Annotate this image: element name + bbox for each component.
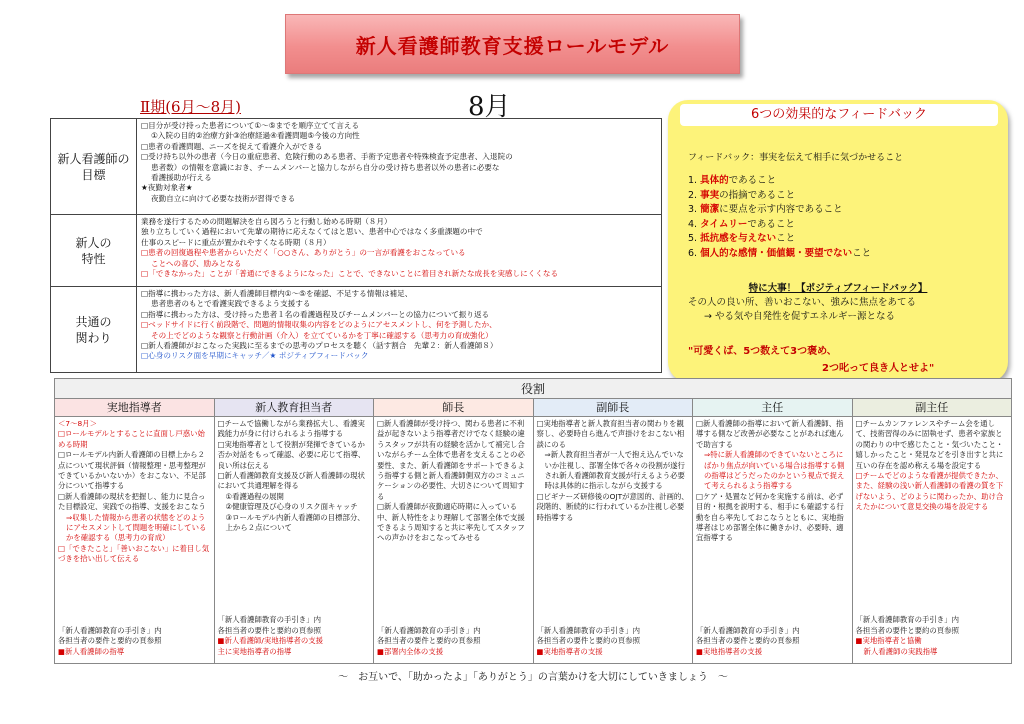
role-line: □「できたこと」「善いおこない」に着目し気づきを拾い出して伝える — [58, 543, 210, 564]
feedback-item — [688, 247, 871, 262]
role-ref-line: 各担当者の要件と要約の頁参照 — [58, 636, 162, 646]
role-refs — [218, 615, 371, 657]
upper-line: □患者の看護問題、ニーズを捉えて看護介入ができる — [141, 141, 323, 151]
upper-line: □目分が受け持った患者について①～⑤までを順序立てて言える — [141, 121, 360, 130]
role-line: □ロールモデル内新人看護師の目標上から２点について現状評価（情報整理・思考整理ができているかいないか）をおこない、不足部分について指導する — [58, 450, 206, 491]
role-line: □新人看護師の指導において新人看護師、指導する側など改善が必要なことがあれば進んで助言する — [696, 419, 844, 449]
role-line: □チームで協働しながら業務拡大し、看護実践能力が身に付けられるよう指導する — [217, 419, 365, 439]
role-line: ②健康管理及び心身のリスク面キャッチ — [225, 502, 358, 512]
role-column — [374, 399, 534, 663]
feedback-intro: フィードバック：事実を伝えて相手に気づかせること — [688, 153, 904, 163]
role-ref-line: 「新人看護師教育の手引き」内 — [377, 625, 481, 635]
feedback-item — [688, 218, 871, 233]
feedback-item-rest: に要点を示す内容であること — [719, 204, 843, 215]
feedback-positive-line: → やる気や自発性を促すエネルギー源となる — [704, 311, 896, 322]
role-body — [215, 417, 374, 663]
row-label-line: 特性 — [81, 251, 106, 266]
role-column — [55, 399, 215, 663]
ribbon-left — [62, 32, 292, 68]
role-ref-line: 「新人看護師教育の手引き」内 — [855, 615, 959, 625]
upper-row-label — [51, 287, 137, 373]
role-line: □ビギナーズ研修後のOJTが意図的、計画的、段階的、断続的に行われているか注視し必要時指導する — [536, 491, 689, 522]
role-ref-line: 主に実地指導者の指導 — [217, 646, 292, 656]
feedback-item-key: 簡潔 — [700, 204, 720, 215]
role-body — [534, 417, 693, 663]
upper-row — [51, 215, 662, 287]
upper-line: 患者患者のもとで看護実践できるよう支援する — [151, 299, 311, 309]
feedback-quote — [688, 343, 934, 377]
feedback-item-rest: であること — [747, 218, 795, 230]
role-ref-line: 「新人看護師教育の手引き」内 — [217, 615, 321, 625]
role-ref-line: ■新人看護師/実地指導者の支援 — [217, 636, 324, 646]
role-line: □実地指導者として役割が発揮できているか否か対話をもって確認、必要に応じて指導、良い所は伝える — [217, 439, 366, 470]
upper-line: □ベッドサイドに行く前段階で、問題的情報収集の内容をどのようにアセスメントし、何を予測したか、 — [141, 320, 497, 330]
role-refs — [58, 626, 211, 657]
ribbon-right — [732, 32, 962, 68]
footer-message: ～ お互いで、「助かったよ」「ありがとう」の言葉かけを大切にしていきましょう ～ — [338, 672, 728, 683]
quote-line: "可愛くば、5つ数えて3つ褒め、 — [688, 346, 837, 357]
role-ref-line: 各担当者の要件と要約の頁参照 — [855, 625, 959, 635]
role-ref-line: ■実地指導者と協働 — [855, 636, 922, 646]
role-ref-line: 各担当者の要件と要約の頁参照 — [536, 636, 640, 646]
role-line: ＜7～8月＞ — [58, 419, 97, 428]
upper-line: 業務を遂行するための問題解決を自ら図ろうと行動し始める時期（８月） — [141, 217, 392, 226]
feedback-item-key: 具体的 — [700, 175, 729, 186]
role-ref-line: 「新人看護師教育の手引き」内 — [58, 625, 162, 635]
role-refs — [537, 626, 690, 657]
role-line: □ケア・処置など何かを実施する前は、必ず目的・根拠を説明する、相手にも確認する行動を自ら率先しておこなうとともに、実地指導者はじめ部署全体に働きかけ、必要時、適宜指導する — [696, 491, 844, 543]
role-header: 師長 — [374, 399, 533, 417]
upper-line: □「できなかった」ことが「普通にできるようになった」ことで、できないことに着目され新たな成長を実感しにくくなる — [141, 269, 559, 279]
upper-row — [51, 287, 662, 373]
role-line: ⇒特に新人看護師のできていないところにばかり焦点が向いている場合は指導する側の指導はどうだったのかという視点で捉えて考えられるよう指導する — [704, 450, 845, 491]
role-header: 副師長 — [534, 399, 693, 417]
role-column — [693, 399, 853, 663]
role-ref-line: 各担当者の要件と要約の頁参照 — [217, 625, 321, 635]
role-line: ⇒収集した情報から患者の状態をどのようにアセスメントして問題を明確にしているかを確認する（思考力の育成） — [66, 512, 207, 543]
feedback-item — [688, 203, 871, 218]
upper-table — [50, 118, 662, 373]
role-column — [215, 399, 375, 663]
feedback-item-num: 5. — [688, 233, 698, 244]
role-body — [853, 417, 1012, 663]
role-line: □チームでどのような看護が提供できたか、また、経験の浅い新人看護師の看護の質を下げないよう、どのように関わったか、助け合えたかについて意見交換の場を設定する — [855, 471, 1004, 512]
feedback-special: 特に大事！【ポジティブフィードバック】 — [748, 283, 928, 294]
feedback-item — [688, 232, 871, 247]
role-refs — [696, 626, 849, 657]
role-ref-line: 各担当者の要件と要約の頁参照 — [377, 636, 481, 646]
upper-row-label — [51, 215, 137, 287]
feedback-item-num: 6. — [688, 247, 698, 259]
upper-row — [51, 119, 662, 215]
role-ref-line: 新人看護師の実践指導 — [863, 646, 938, 656]
feedback-list — [688, 174, 871, 261]
upper-row-body — [137, 287, 662, 373]
row-label-line: 新人看護師の — [57, 151, 130, 166]
roles-grid — [54, 398, 1012, 664]
role-ref-line: ■実地指導者の支援 — [536, 646, 603, 656]
upper-line: 夜勤自立に向けて必要な技術が習得できる — [151, 193, 296, 203]
role-line: □新人看護師が受け持つ、関わる患者に不利益が起きないよう指導者だけでなく経験の違うスタッフが共有の経験を活かして補完し合いながらチーム全体で患者を支えることの必要性、また、新人看護師をサポートできるよう指導する側と新人看護師側双方のコミュニケーションの必要性、大切さについて周知する — [377, 419, 525, 501]
row-label-line: 関わり — [75, 330, 112, 345]
upper-line: ことへの喜び、励みとなる — [151, 258, 242, 268]
feedback-item-rest: こと — [852, 247, 872, 259]
feedback-item — [688, 174, 871, 189]
upper-row-body — [137, 215, 662, 287]
role-ref-line: 各担当者の要件と要約の頁参照 — [696, 636, 800, 646]
role-refs — [856, 615, 1009, 657]
feedback-item-num: 1. — [688, 175, 698, 186]
feedback-item-num: 3. — [688, 204, 698, 215]
feedback-positive-line: その人の良い所、善いおこない、強みに焦点をあてる — [688, 297, 917, 308]
role-column — [853, 399, 1012, 663]
upper-line: ①入院の目的②治療方針③治療経過④看護問題⑤今後の方向性 — [151, 131, 360, 141]
upper-line: 看護援助が行える — [151, 173, 212, 183]
feedback-title: 6つの効果的なフィードバック — [680, 104, 998, 126]
upper-line: □心身のリスク面を早期にキャッチ／★ ポジティブフィードバック — [141, 351, 369, 361]
role-ref-line: ■新人看護師の指導 — [58, 646, 125, 656]
upper-row-label — [51, 119, 137, 215]
feedback-item-num: 4. — [688, 218, 698, 230]
period-label: Ⅱ期(6月～8月) — [140, 98, 241, 116]
role-ref-line: 「新人看護師教育の手引き」内 — [536, 625, 640, 635]
role-line: □実地指導者と新人教育担当者の関わりを観察し、必要時自ら進んで声掛けをおこない相談にのる — [536, 419, 685, 449]
title-banner — [285, 14, 740, 74]
feedback-item-rest: こと — [776, 233, 796, 244]
upper-line: □指導に携わった方は、新人看護師目標内①～⑤を確認、不足する情報は補足、 — [141, 289, 413, 298]
role-body — [374, 417, 533, 663]
upper-line: ★夜勤対象者★ — [141, 183, 193, 193]
role-header: 実地指導者 — [55, 399, 214, 417]
page-title: 新人看護師教育支援ロールモデル — [355, 33, 670, 58]
feedback-item-key: 抵抗感を与えない — [700, 233, 777, 244]
row-label-line: 新人の — [75, 235, 112, 250]
role-header: 主任 — [693, 399, 852, 417]
feedback-item-num: 2. — [688, 189, 698, 201]
feedback-positive — [688, 296, 916, 324]
role-ref-line: 「新人看護師教育の手引き」内 — [696, 625, 800, 635]
role-refs — [377, 626, 530, 657]
upper-line: □新人看護師がおこなった実践に至るまでの思考のプロセスを聴く（話す割合 先輩２：新人看護師８） — [141, 341, 498, 351]
row-label-line: 共通の — [75, 314, 112, 329]
role-ref-line: ■部署内全体の支援 — [377, 646, 444, 656]
upper-line: 患者数）の情報を意識におき、チームメンバーと協力しながら自分の受け持ち患者以外の患者に必要な — [151, 162, 500, 172]
role-body — [55, 417, 214, 663]
roles-heading: 役割 — [54, 378, 1012, 398]
feedback-item-rest: であること — [728, 175, 777, 186]
feedback-item-key: 個人的な感情・価値観・要望でない — [700, 247, 853, 259]
role-line: □新人看護師教育支援及び新人看護師の現状において共通理解を得る — [217, 471, 365, 491]
role-ref-line: ■実地指導者の支援 — [696, 646, 763, 656]
feedback-item — [688, 189, 871, 204]
month-label: 8月 — [468, 92, 511, 122]
upper-line: □指導に携わった方は、受け持った患者１名の看護過程及びチームメンバーとの協力について振り返る — [141, 309, 490, 319]
upper-line: その上でどのような観察と行動計画（介入）を立てているかを丁寧に確認する（思考力の育成強化） — [151, 330, 493, 340]
role-line: □ロールモデルとすることに直面し戸惑い始める時期 — [58, 429, 205, 449]
role-line: □チームカンファレンスやチーム会を通して、技術習得のみに固執せず、患者や家族との関わりの中で感じたこと・気づいたこと・嬉しかったこと・発見などを引き出すと共に互いの存在を認め称える場を設定する — [855, 419, 1004, 470]
quote-line: 2つ叱って良き人とせよ" — [822, 363, 935, 374]
feedback-item-rest: の指摘であること — [719, 189, 796, 201]
row-label-line: 目標 — [81, 167, 106, 182]
role-line: □新人看護師の現状を把握し、能力に見合った目標設定、実践での指導、支援をおこなう — [58, 491, 206, 512]
upper-line: □受け持ち以外の患者（今日の重症患者、危険行動のある患者、手術予定患者や特殊検査予定患者、入退院の — [141, 152, 513, 162]
upper-line: □患者の回復過程や患者からいただく「○○さん、ありがとう」の一言が看護をおこなっている — [141, 248, 466, 258]
upper-line: 独り立ちしていく過程において先輩の期待に応えなくてはと思い、患者中心ではなく多重課題の中で — [141, 227, 483, 237]
feedback-item-key: タイムリー — [700, 218, 748, 230]
upper-row-body — [137, 119, 662, 215]
role-line: ①看護過程の展開 — [225, 491, 284, 501]
feedback-item-key: 事実 — [700, 189, 720, 201]
role-body — [693, 417, 852, 663]
role-column — [534, 399, 694, 663]
role-line: ⇒新人教育担当者が一人で抱え込んでいないか注視し、部署全体で各々の役割が遂行され新人看護師教育支援が行えるよう必要時は具体的に指示しながら支援する — [544, 450, 685, 491]
role-header: 副主任 — [853, 399, 1012, 417]
role-line: □新人看護師が夜勤適応時期に入っている中、新人特性をより理解して部署全体で支援できるよう周知すると共に率先してスタッフへの声かけをおこなってみせる — [377, 502, 525, 543]
upper-line: 仕事のスピードに重点が置かれやすくなる時期（８月） — [141, 237, 331, 247]
role-header: 新人教育担当者 — [215, 399, 374, 417]
role-line: ③ロールモデル内新人看護師の目標部分、上から２点について — [225, 512, 365, 533]
